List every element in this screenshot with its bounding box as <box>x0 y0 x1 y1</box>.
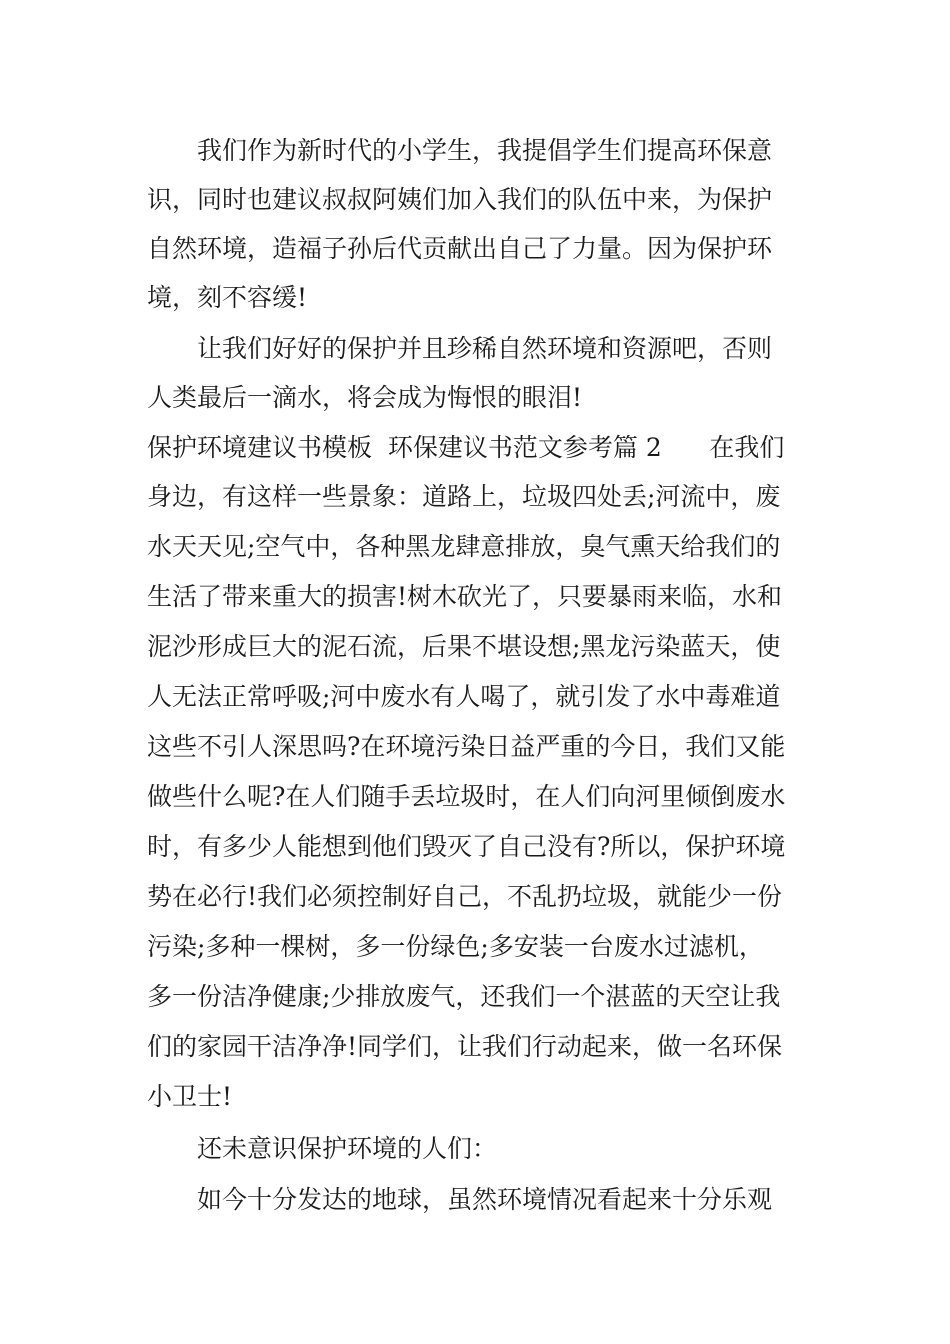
paragraph-line: 小卫士! <box>147 1082 233 1111</box>
paragraph-line: 生活了带来重大的损害!树木砍光了，只要暴雨来临，水和 <box>147 582 783 611</box>
paragraph-line: 我们作为新时代的小学生，我提倡学生们提高环保意 <box>197 136 773 165</box>
paragraph-line: 人类最后一滴水，将会成为悔恨的眼泪! <box>147 383 583 412</box>
paragraph-line: 们的家园干洁净净!同学们，让我们行动起来，做一名环保 <box>147 1032 783 1061</box>
paragraph-line: 人无法正常呼吸;河中废水有人喝了，就引发了水中毒难道 <box>147 682 781 711</box>
paragraph-line: 多一份洁净健康;少排放废气，还我们一个湛蓝的天空让我 <box>147 982 781 1011</box>
paragraph-line: 时，有多少人能想到他们毁灭了自己没有?所以，保护环境 <box>147 832 786 861</box>
paragraph-line: 水天天见;空气中，各种黑龙肆意排放，臭气熏天给我们的 <box>147 532 781 561</box>
paragraph-line: 这些不引人深思吗?在环境污染日益严重的今日，我们又能 <box>147 732 786 761</box>
paragraph-line: 自然环境，造福子孙后代贡献出自己了力量。因为保护环 <box>147 234 773 263</box>
paragraph-line: 做些什么呢?在人们随手丢垃圾时，在人们向河里倾倒废水 <box>147 782 786 811</box>
paragraph-line: 身边，有这样一些景象：道路上，垃圾四处丢;河流中，废 <box>147 482 781 511</box>
salutation-line: 还未意识保护环境的人们： <box>197 1134 498 1163</box>
paragraph-line: 让我们好好的保护并且珍稀自然环境和资源吧，否则 <box>197 334 773 363</box>
paragraph-line: 识，同时也建议叔叔阿姨们加入我们的队伍中来，为保护 <box>147 185 773 214</box>
paragraph-line: 如今十分发达的地球，虽然环境情况看起来十分乐观 <box>197 1185 773 1214</box>
paragraph-line: 污染;多种一棵树，多一份绿色;多安装一台废水过滤机， <box>147 932 764 961</box>
section-heading-line: 保护环境建议书模板 环保建议书范文参考篇 2 在我们 <box>147 433 785 462</box>
paragraph-line: 泥沙形成巨大的泥石流，后果不堪设想;黑龙污染蓝天，使 <box>147 632 781 661</box>
paragraph-line: 势在必行!我们必须控制好自己，不乱扔垃圾，就能少一份 <box>147 882 783 911</box>
paragraph-line: 境，刻不容缓! <box>147 283 308 312</box>
